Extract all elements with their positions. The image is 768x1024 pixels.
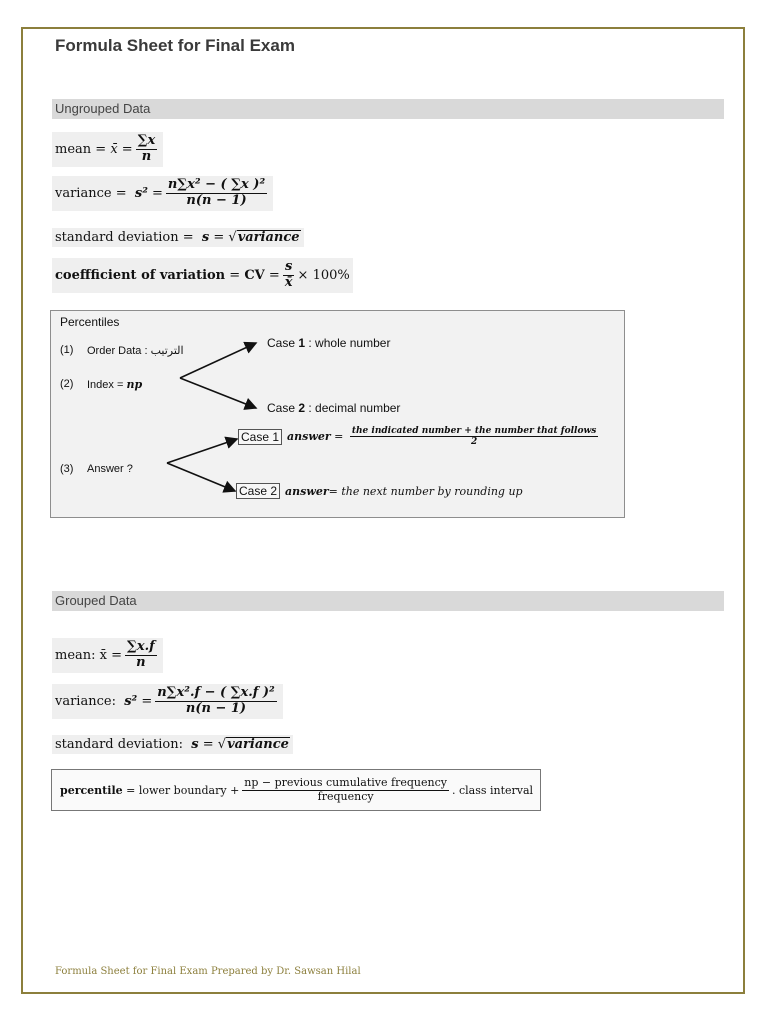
fraction-denominator: 2 <box>470 437 478 448</box>
formula-mean-grouped: mean: x̄ = $\frac{\sum x.f}{n}$ <box>52 638 163 673</box>
arrow-case2 <box>180 378 256 408</box>
answer-case2-text: = the next number by rounding up <box>328 484 523 498</box>
section-heading-ungrouped: Ungrouped Data <box>52 99 724 119</box>
formula-label: variance: <box>55 693 116 709</box>
case1-text: : whole number <box>308 336 391 350</box>
step-number-3: (3) <box>60 463 74 475</box>
page-title: Formula Sheet for Final Exam <box>55 36 295 55</box>
formula-tail: . class interval <box>451 783 534 797</box>
formula-label: standard deviation <box>55 230 179 246</box>
square-root: √ variance <box>217 737 289 752</box>
case2-text: : decimal number <box>308 401 401 415</box>
percentiles-box <box>50 310 625 518</box>
formula-label: mean: <box>55 647 96 663</box>
page-footer: Formula Sheet for Final Exam Prepared by Dr. Sawsan Hilal <box>55 966 361 977</box>
step-number-2: (2) <box>60 378 74 390</box>
formula-lhs: x̄ <box>110 141 118 157</box>
square-root: √ variance <box>228 230 300 245</box>
formula-cv-ungrouped: coeffficient of variation = CV = $\frac{s}{x̄}$ × 100% <box>52 258 353 293</box>
arrow-answer-case1 <box>167 439 237 463</box>
fraction-denominator: frequency <box>317 789 374 803</box>
sqrt-radicand: variance <box>227 737 289 752</box>
formula-variance-grouped: variance: s² = $\frac{\text{n∑x².f − ( ∑x.f )²}}{n(n - 1)}$ <box>52 684 283 719</box>
formula-lhs: x̄ <box>99 647 108 663</box>
answer-case1-tag: Case 1 <box>238 429 282 445</box>
formula-mean-ungrouped: mean = x̄ = $\frac{\sum x}{n}$ <box>52 132 163 167</box>
fraction-denominator: n(n − 1) <box>186 192 247 208</box>
formula-label: coeffficient of variation <box>55 267 226 283</box>
formula-lhs: s² <box>124 693 138 709</box>
formula-label: percentile <box>60 783 123 797</box>
fraction-denominator: n <box>141 148 152 164</box>
formula-label: mean <box>55 141 92 157</box>
formula-sd-ungrouped: standard deviation = s = √ variance <box>52 228 304 247</box>
fraction-denominator: n <box>136 654 146 670</box>
formula-percentile-grouped: percentile = lower boundary + $\frac{\text{np − previous cumulative frequency}}{\text{frequency}}$ . class interval <box>51 769 541 811</box>
fraction-numerator: ∑x <box>137 133 156 148</box>
answer-word: answer <box>285 484 329 498</box>
case2-prefix: Case <box>267 401 296 415</box>
answer-case1: Case 1 answer = $\frac{\text{the indicated number + the number that follows}}{2}$ <box>238 426 601 448</box>
case1-label <box>267 336 390 350</box>
fraction-denominator: n(n − 1) <box>185 700 247 716</box>
formula-lhs: CV <box>244 267 265 283</box>
arrow-case1 <box>180 343 256 378</box>
formula-variance-ungrouped: variance = s² = $\frac{\text{n∑x² − ( ∑x )²}}{n(n - 1)}$ <box>52 176 273 211</box>
step-answer-label: Answer ? <box>87 463 133 475</box>
answer-word: answer <box>287 430 331 444</box>
formula-lower-boundary: lower boundary + <box>138 783 240 797</box>
formula-sd-grouped: standard deviation: s = √ variance <box>52 735 293 754</box>
formula-label: standard deviation: <box>55 737 183 753</box>
case1-number: 1 <box>298 336 306 350</box>
sqrt-radicand: variance <box>237 230 300 245</box>
fraction-numerator: np − previous cumulative frequency <box>244 775 447 789</box>
formula-tail: × 100% <box>297 267 350 283</box>
case1-prefix: Case <box>267 336 296 350</box>
fraction-numerator: n∑x² − ( ∑x )² <box>167 177 266 192</box>
fraction-numerator: the indicated number + the number that follows <box>351 426 597 436</box>
fraction-numerator: n∑x².f − ( ∑x.f )² <box>157 685 275 700</box>
answer-case2 <box>236 483 523 499</box>
case2-label <box>267 401 400 415</box>
fraction-denominator: x̄ <box>284 274 293 290</box>
fraction-numerator: s <box>285 259 293 274</box>
formula-label: variance <box>55 185 112 201</box>
step-number-1: (1) <box>60 344 74 356</box>
step-order-data: Order Data : الترتيب <box>87 345 184 357</box>
index-label: Index = <box>87 379 124 391</box>
case2-number: 2 <box>298 401 306 415</box>
formula-lhs: s² <box>134 185 148 201</box>
fraction-numerator: ∑x.f <box>127 639 155 654</box>
arrow-answer-case2 <box>167 463 235 491</box>
percentiles-heading: Percentiles <box>60 315 120 329</box>
index-formula: np <box>126 378 143 391</box>
answer-case2-tag: Case 2 <box>236 483 280 499</box>
section-heading-grouped: Grouped Data <box>52 591 724 611</box>
formula-lhs: s <box>191 737 199 753</box>
formula-lhs: s <box>201 230 210 246</box>
